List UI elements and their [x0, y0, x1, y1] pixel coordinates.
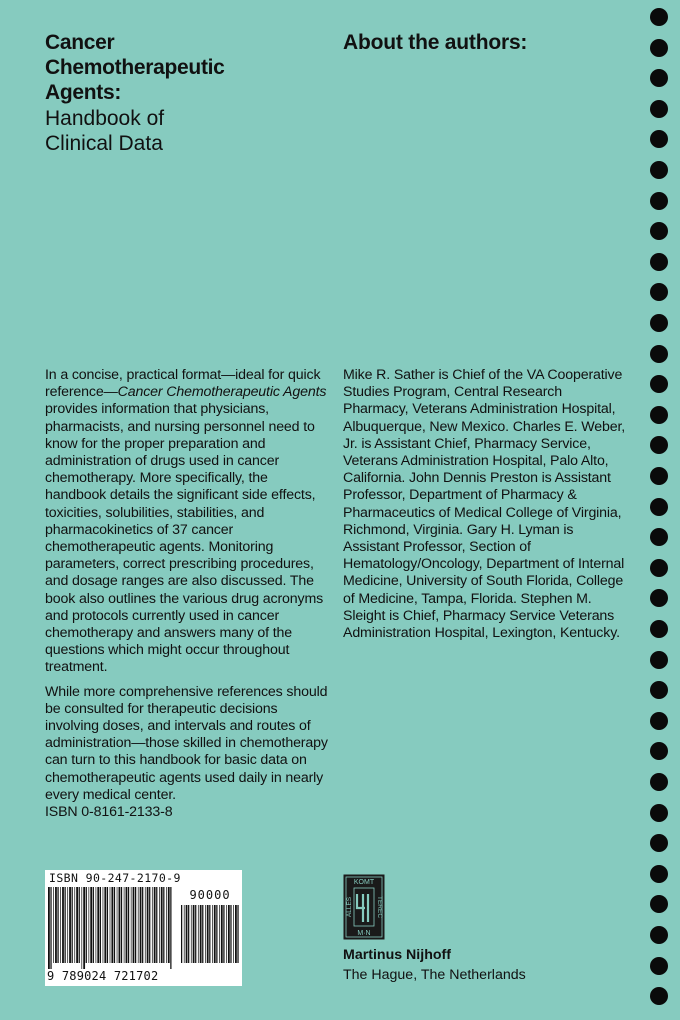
barcode-bar: [74, 887, 75, 963]
barcode-bar: [121, 887, 122, 963]
barcode-bar: [221, 905, 223, 963]
binding-hole: [650, 804, 668, 822]
barcode-bar: [76, 887, 78, 963]
binding-hole: [650, 467, 668, 485]
barcode-bar: [55, 887, 57, 963]
binding-hole: [650, 712, 668, 730]
barcode-bar: [233, 905, 234, 963]
logo-text-left: ALLES: [346, 896, 353, 918]
binding-hole: [650, 161, 668, 179]
barcode-bar: [193, 905, 195, 963]
barcode-bar: [83, 887, 85, 969]
barcode-bar: [149, 887, 150, 963]
binding-hole: [650, 957, 668, 975]
barcode-label: [45, 870, 242, 986]
barcode-bar: [107, 887, 108, 963]
barcode-bar: [235, 905, 237, 963]
barcode-bar: [195, 905, 196, 963]
barcode-bar: [111, 887, 113, 963]
binding-hole: [650, 436, 668, 454]
barcode-bar: [103, 887, 104, 963]
barcode-bar: [60, 887, 61, 963]
book-title-italic: Cancer Chemotherapeutic Agents: [117, 384, 327, 401]
binding-hole: [650, 69, 668, 87]
binding-hole: [650, 589, 668, 607]
barcode-bar: [159, 887, 160, 963]
binding-hole: [650, 620, 668, 638]
binding-hole: [650, 895, 668, 913]
binding-hole: [650, 773, 668, 791]
barcode-bar: [216, 905, 217, 963]
barcode-bar: [93, 887, 94, 963]
logo-text-right: TEREC: [376, 895, 383, 919]
title-line: Agents:: [45, 81, 122, 104]
barcode-bar: [205, 905, 206, 963]
barcode-bar: [237, 905, 238, 963]
barcode-bar: [219, 905, 220, 963]
barcode-bar: [161, 887, 163, 963]
barcode-bar: [166, 887, 167, 963]
binding-hole: [650, 865, 668, 883]
logo-text-bottom: M·N: [357, 930, 371, 937]
logo-text-top: KOMT: [353, 879, 375, 886]
subtitle-line: Clinical Data: [45, 132, 163, 155]
binding-hole: [650, 253, 668, 271]
binding-hole: [650, 130, 668, 148]
barcode-bar: [79, 887, 80, 963]
description-text: In a concise, practical format—ideal for quick reference—: [45, 367, 321, 401]
binding-hole: [650, 742, 668, 760]
barcode-bar: [154, 887, 156, 963]
barcode-bar: [200, 905, 202, 963]
description-paragraph-1: [45, 367, 330, 677]
barcode-bar: [198, 905, 199, 963]
subtitle-line: Handbook of: [45, 107, 165, 130]
barcode-bar: [69, 887, 71, 963]
barcode-bar: [86, 887, 87, 963]
authors-column: [343, 367, 628, 642]
barcode-bar: [128, 887, 129, 963]
barcode-addon-digits: 90000: [189, 888, 231, 902]
barcode-bar: [57, 887, 58, 963]
isbn-text: ISBN 0-8161-2133-8: [45, 804, 173, 821]
barcode-bar: [145, 887, 146, 963]
description-paragraph-2: [45, 684, 330, 822]
binding-hole: [650, 651, 668, 669]
book-title: [45, 30, 315, 156]
barcode-bar: [133, 887, 135, 963]
barcode-bar: [114, 887, 115, 963]
barcode-ean-digits: 9 789024 721702: [47, 969, 159, 983]
barcode-bar: [214, 905, 216, 963]
binding-hole: [650, 681, 668, 699]
barcode-bar: [110, 887, 111, 963]
barcode-bar: [126, 887, 128, 963]
barcode-bar: [202, 905, 203, 963]
barcode-bar: [186, 905, 188, 963]
barcode-bar: [96, 887, 97, 963]
barcode-bar: [65, 887, 66, 963]
barcode-bar: [181, 905, 182, 963]
barcode-bar: [226, 905, 227, 963]
spiral-binding-holes: [650, 8, 670, 1020]
barcode-bar: [104, 887, 106, 963]
barcode-bar: [119, 887, 121, 963]
binding-hole: [650, 100, 668, 118]
authors-bio: Mike R. Sather is Chief of the VA Cooperative Studies Program, Central Research Pharmacy, Veterans Administration Hospital, Albuquerque, New Mexico. Charles E. Weber, Jr. is Assistant Chief, Pharmacy Service, Veterans Administration Hospital, Palo Alto, California. John Dennis Preston is Assistant Professor, Department of Pharmacy & Pharmaceutics of Medical College of Virginia, Richmond, Virginia. Gary H. Lyman is Assistant Professor, Section of Hematology/Oncology, Department of Internal Medicine, University of South Florida, College of Medicine, Tampa, Florida. Stephen M. Sleight is Chief, Pharmacy Service Veterans Administration Hospital, Lexington, Kentucky.: [343, 367, 626, 642]
barcode-bar: [100, 887, 101, 963]
barcode-bar: [53, 887, 54, 963]
binding-hole: [650, 926, 668, 944]
title-bold-lines: [45, 30, 315, 105]
barcode-bar: [212, 905, 213, 963]
barcode-bar: [117, 887, 118, 963]
barcode-bar: [50, 887, 51, 969]
binding-hole: [650, 314, 668, 332]
barcode-bar: [147, 887, 149, 963]
publisher-emblem-icon: [343, 874, 385, 940]
subtitle-lines: [45, 106, 315, 156]
barcode-bar: [188, 905, 189, 963]
barcode-bar: [191, 905, 192, 963]
binding-hole: [650, 192, 668, 210]
publisher-name: Martinus Nijhoff: [343, 947, 451, 963]
binding-hole: [650, 375, 668, 393]
description-text: While more comprehensive references should be consulted for therapeutic decisions involving doses, and intervals and routes of administration—those skilled in chemotherapy can turn to this handbook for basic data on chemotherapeutic agents used daily in nearly every medical center.: [45, 683, 328, 803]
barcode-bar: [156, 887, 157, 963]
binding-hole: [650, 222, 668, 240]
binding-hole: [650, 283, 668, 301]
binding-hole: [650, 498, 668, 516]
barcode-bar: [97, 887, 99, 963]
binding-hole: [650, 987, 668, 1005]
title-line: Chemotherapeutic: [45, 56, 225, 79]
binding-hole: [650, 559, 668, 577]
publisher-block: [343, 945, 526, 985]
barcode-bar: [184, 905, 185, 963]
binding-hole: [650, 834, 668, 852]
barcode-bar: [228, 905, 230, 963]
binding-hole: [650, 345, 668, 363]
ean-barcode: [48, 887, 174, 969]
barcode-bar: [135, 887, 136, 963]
binding-hole: [650, 528, 668, 546]
binding-hole: [650, 406, 668, 424]
barcode-bar: [81, 887, 82, 969]
barcode-bar: [89, 887, 90, 963]
barcode-bar: [170, 887, 171, 969]
barcode-bar: [230, 905, 231, 963]
barcode-bar: [67, 887, 68, 963]
barcode-bar: [138, 887, 139, 963]
barcode-bar: [90, 887, 92, 963]
description-column: [45, 367, 330, 821]
barcode-bar: [140, 887, 142, 963]
addon-barcode: [181, 905, 239, 969]
barcode-bar: [72, 887, 73, 963]
barcode-bar: [163, 887, 164, 963]
barcode-bar: [131, 887, 132, 963]
barcode-bar: [223, 905, 224, 963]
barcode-bar: [152, 887, 153, 963]
title-line: Cancer: [45, 31, 115, 54]
description-text: provides information that physicians, pharmacists, and nursing personnel need to know for the proper preparation and administration of drugs used in cancer chemotherapy. More specifically, the handbook details the significant side effects, toxicities, solubilities, stabilities, and pharmacokinetics of 37 cancer chemotherapeutic agents. Monitoring parameters, correct prescribing procedures, and dosage ranges are also discussed. The book also outlines the various drug acronyms and protocols currently used in cancer chemotherapy and answers many of the questions which might occur throughout treatment.: [45, 401, 324, 676]
barcode-bar: [124, 887, 125, 963]
barcode-bar: [48, 887, 50, 969]
barcode-isbn: ISBN 90-247-2170-9: [49, 871, 181, 885]
publisher-location: The Hague, The Netherlands: [343, 967, 526, 983]
barcode-bar: [209, 905, 210, 963]
barcode-bar: [62, 887, 64, 963]
barcode-bar: [207, 905, 209, 963]
about-authors-heading: About the authors:: [343, 31, 528, 54]
barcode-bar: [168, 887, 170, 963]
binding-hole: [650, 39, 668, 57]
binding-hole: [650, 8, 668, 26]
barcode-bar: [142, 887, 143, 963]
